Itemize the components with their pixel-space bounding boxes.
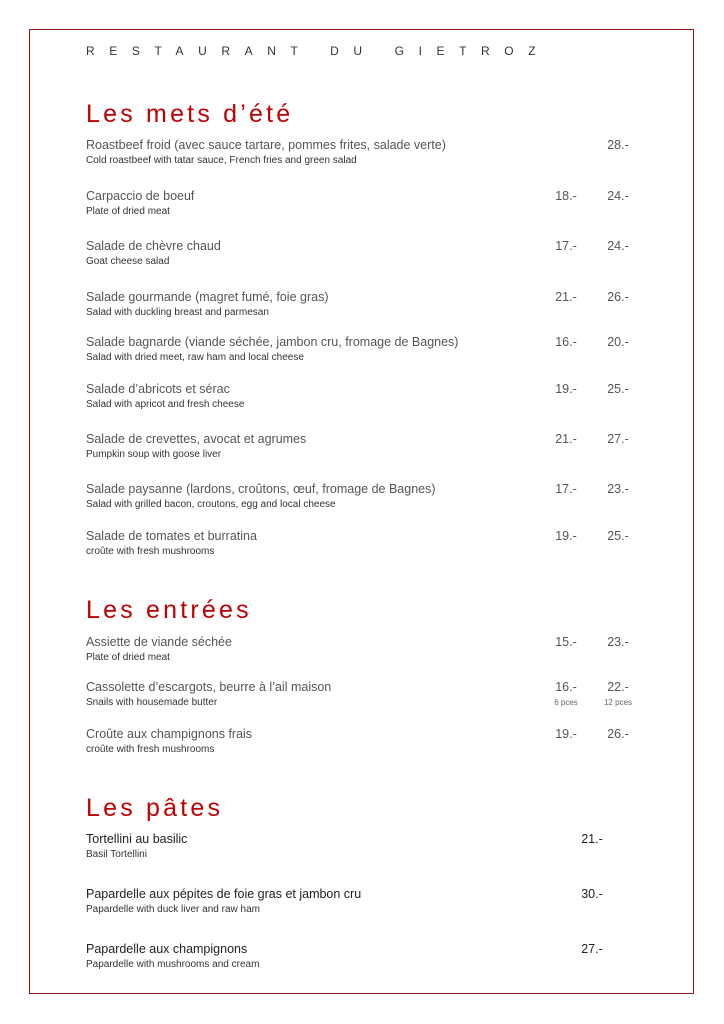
item-price-large: 24.-: [607, 239, 629, 253]
menu-item: [86, 482, 646, 514]
restaurant-name: RESTAURANT DU GIETROZ: [86, 44, 551, 58]
item-description: Papardelle with mushrooms and cream: [86, 959, 260, 970]
item-name: Salade de tomates et burratina: [86, 529, 257, 543]
item-price-small: 17.-: [555, 482, 577, 496]
item-price-small: 16.-: [555, 335, 577, 349]
item-description: Salad with apricot and fresh cheese: [86, 399, 245, 410]
item-description: Plate of dried meat: [86, 206, 170, 217]
menu-item: [86, 382, 646, 414]
item-description: Papardelle with duck liver and raw ham: [86, 904, 260, 915]
menu-item: [86, 887, 646, 919]
item-price-large: 26.-: [607, 727, 629, 741]
menu-item: [86, 239, 646, 271]
item-description: Goat cheese salad: [86, 256, 170, 267]
item-name: Salade paysanne (lardons, croûtons, œuf, fromage de Bagnes): [86, 482, 436, 496]
item-name: Tortellini au basilic: [86, 832, 188, 846]
menu-item: [86, 635, 646, 667]
item-name: Salade de crevettes, avocat et agrumes: [86, 432, 307, 446]
menu-item: [86, 189, 646, 221]
section-title: Les mets d’été: [86, 100, 294, 128]
item-price-small: 17.-: [555, 239, 577, 253]
item-name: Salade gourmande (magret fumé, foie gras): [86, 290, 329, 304]
section-title: Les pâtes: [86, 794, 224, 822]
menu-item: [86, 290, 646, 322]
item-description: Salad with grilled bacon, croutons, egg and local cheese: [86, 499, 336, 510]
item-price-large: 27.-: [607, 432, 629, 446]
item-price-large: 24.-: [607, 189, 629, 203]
item-price-large: 23.-: [607, 635, 629, 649]
item-price-small: 19.-: [555, 727, 577, 741]
item-name: Salade de chèvre chaud: [86, 239, 221, 253]
item-description: Basil Tortellini: [86, 849, 147, 860]
item-price-large: 25.-: [607, 529, 629, 543]
item-description: Cold roastbeef with tatar sauce, French fries and green salad: [86, 155, 357, 166]
item-price-large: 23.-: [607, 482, 629, 496]
menu-item: [86, 727, 646, 759]
item-name: Salade d’abricots et sérac: [86, 382, 230, 396]
item-price-large: 22.-: [607, 680, 629, 694]
item-price-large: 25.-: [607, 382, 629, 396]
menu-item: [86, 529, 646, 561]
item-name: Carpaccio de boeuf: [86, 189, 195, 203]
item-name: Assiette de viande séchée: [86, 635, 232, 649]
item-name: Papardelle aux pépites de foie gras et jambon cru: [86, 887, 362, 901]
item-name: Papardelle aux champignons: [86, 942, 248, 956]
item-price: 27.-: [581, 942, 603, 956]
item-price: 21.-: [581, 832, 603, 846]
item-price-small: 18.-: [555, 189, 577, 203]
item-price-small: 19.-: [555, 382, 577, 396]
item-price: 30.-: [581, 887, 603, 901]
item-price-small: 21.-: [555, 432, 577, 446]
item-name: Cassolette d’escargots, beurre à l’ail maison: [86, 680, 332, 694]
menu-item: [86, 942, 646, 974]
item-price-small: 19.-: [555, 529, 577, 543]
item-description: Pumpkin soup with goose liver: [86, 449, 222, 460]
item-description: croûte with fresh mushrooms: [86, 744, 215, 755]
item-price-small: 21.-: [555, 290, 577, 304]
menu-item: [86, 832, 646, 864]
item-price-large: 20.-: [607, 335, 629, 349]
item-name: Roastbeef froid (avec sauce tartare, pommes frites, salade verte): [86, 138, 446, 152]
item-name: Croûte aux champignons frais: [86, 727, 253, 741]
item-description: Snails with housemade butter: [86, 697, 218, 708]
item-quantity-small: 6 pces: [554, 698, 578, 707]
item-description: Salad with dried meet, raw ham and local cheese: [86, 352, 304, 363]
section-title: Les entrées: [86, 596, 252, 624]
item-description: croûte with fresh mushrooms: [86, 546, 215, 557]
item-price-small: 16.-: [555, 680, 577, 694]
menu-item: [86, 432, 646, 464]
item-price-large: 26.-: [607, 290, 629, 304]
menu-item: [86, 138, 646, 170]
menu-item: [86, 680, 646, 712]
item-description: Salad with duckling breast and parmesan: [86, 307, 269, 318]
item-price-large: 28.-: [607, 138, 629, 152]
item-price-small: 15.-: [555, 635, 577, 649]
item-description: Plate of dried meat: [86, 652, 170, 663]
item-name: Salade bagnarde (viande séchée, jambon cru, fromage de Bagnes): [86, 335, 459, 349]
menu-item: [86, 335, 646, 367]
item-quantity-large: 12 pces: [603, 698, 633, 707]
